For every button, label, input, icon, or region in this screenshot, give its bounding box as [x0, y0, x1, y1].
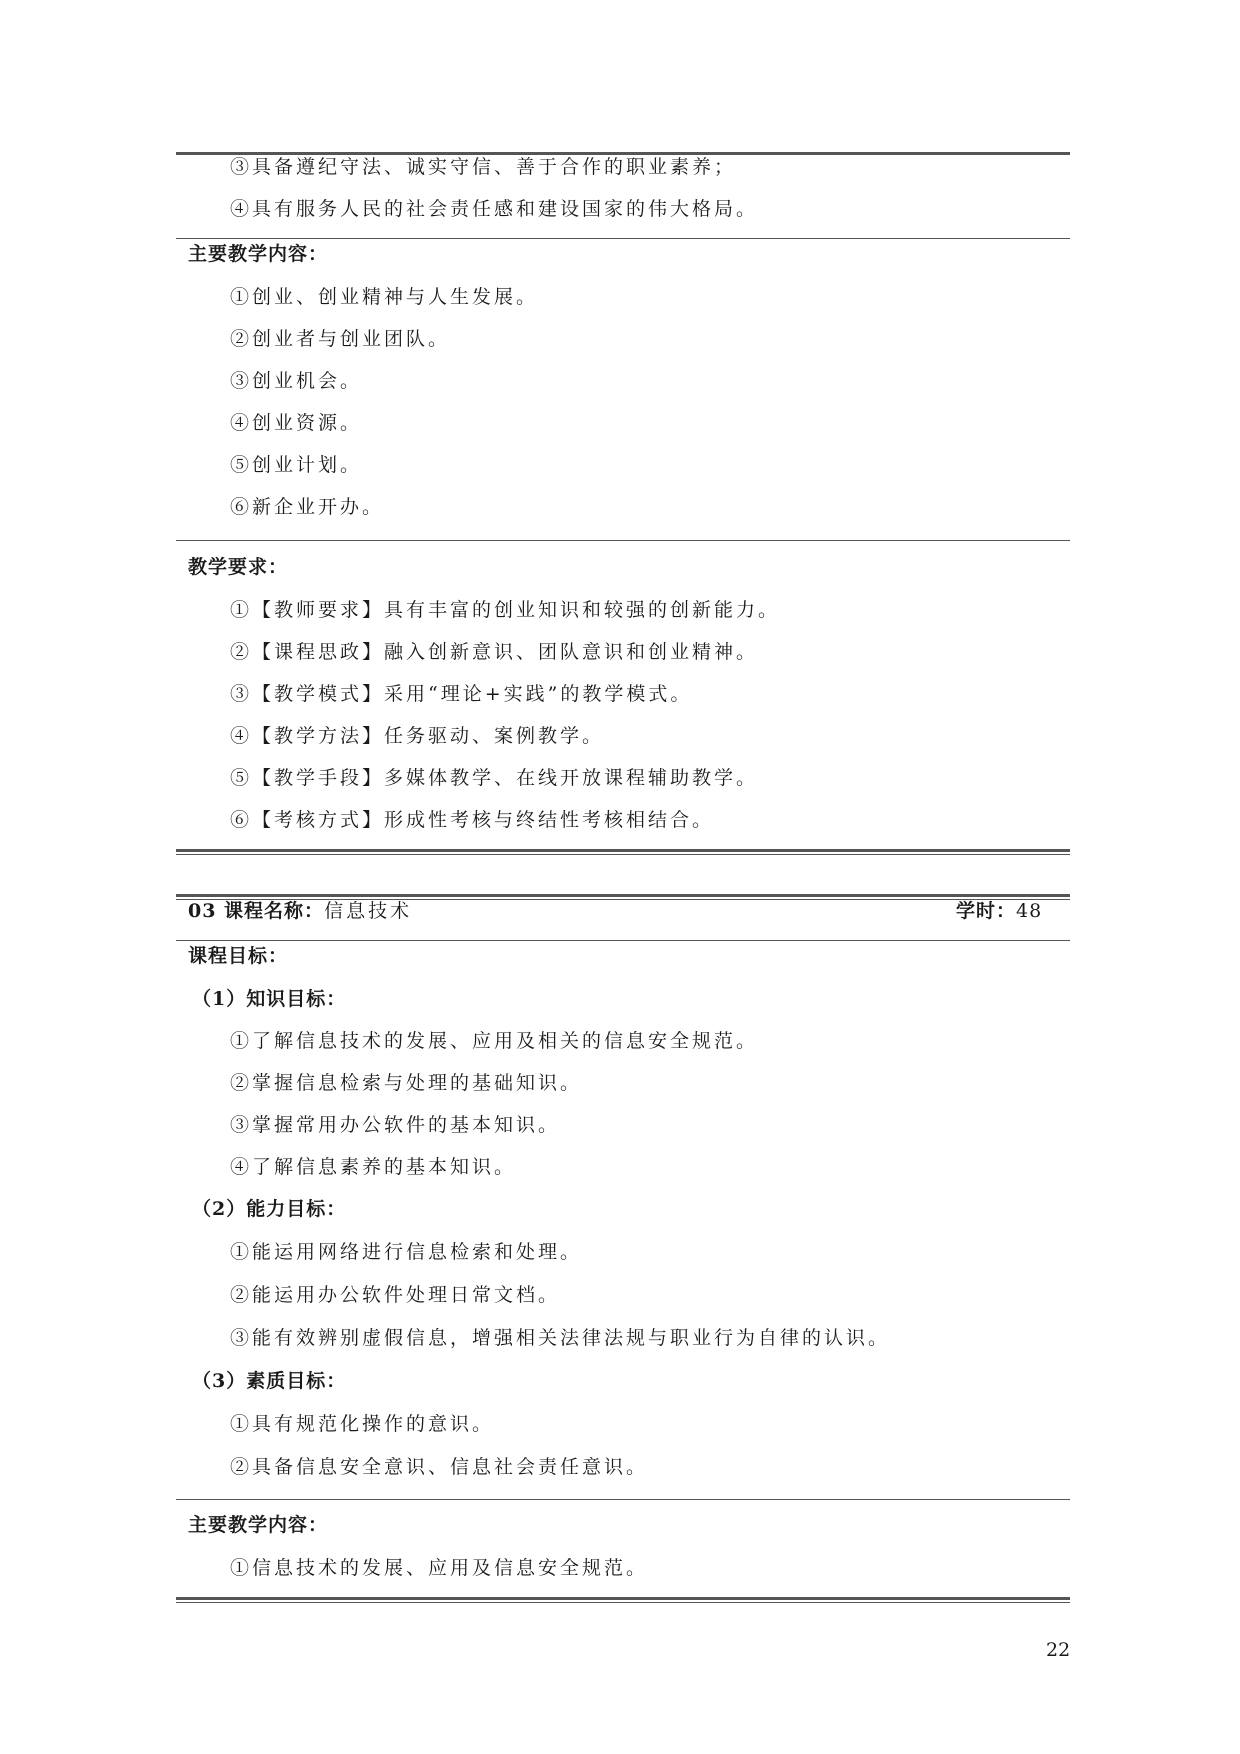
list-item: ⑥【考核方式】形成性考核与终结性考核相结合。: [230, 809, 715, 831]
list-item: ②具备信息安全意识、信息社会责任意识。: [230, 1456, 649, 1478]
list-item: ①具有规范化操作的意识。: [230, 1413, 495, 1435]
list-item: ④了解信息素养的基本知识。: [230, 1156, 517, 1178]
table-rule: [176, 854, 1070, 855]
table-rule: [176, 894, 1070, 897]
table-rule: [176, 1597, 1070, 1600]
list-item: ③掌握常用办公软件的基本知识。: [230, 1114, 561, 1136]
table-rule: [176, 940, 1070, 941]
list-item: ④创业资源。: [230, 412, 363, 434]
course-title: [188, 899, 412, 923]
table-rule: [176, 1602, 1070, 1603]
list-item: ④具有服务人民的社会责任感和建设国家的伟大格局。: [230, 198, 759, 220]
course-name: 信息技术: [324, 900, 413, 922]
subsection-label: （1）知识目标：: [192, 988, 347, 1010]
hours-label: 学时：: [956, 900, 1017, 922]
list-item: ③【教学模式】采用“理论+实践”的教学模式。: [230, 683, 693, 705]
course-name-label: 03 课程名称：: [188, 900, 325, 922]
section-label: 主要教学内容：: [188, 243, 329, 265]
list-item: ③创业机会。: [230, 370, 363, 392]
list-item: ⑥新企业开办。: [230, 496, 385, 518]
list-item: ①【教师要求】具有丰富的创业知识和较强的创新能力。: [230, 599, 781, 621]
subsection-label: （3）素质目标：: [192, 1370, 347, 1392]
section-label: 课程目标：: [188, 945, 289, 967]
subsection-label: （2）能力目标：: [192, 1198, 347, 1220]
section-label: 主要教学内容：: [188, 1514, 329, 1536]
list-item: ①能运用网络进行信息检索和处理。: [230, 1241, 583, 1263]
list-item: ⑤【教学手段】多媒体教学、在线开放课程辅助教学。: [230, 767, 759, 789]
list-item: ①创业、创业精神与人生发展。: [230, 286, 539, 308]
table-rule: [176, 238, 1070, 239]
list-item: ②【课程思政】融入创新意识、团队意识和创业精神。: [230, 641, 759, 663]
list-item: ③具备遵纪守法、诚实守信、善于合作的职业素养；: [230, 156, 737, 178]
list-item: ④【教学方法】任务驱动、案例教学。: [230, 725, 605, 747]
list-item: ②掌握信息检索与处理的基础知识。: [230, 1072, 583, 1094]
section-label: 教学要求：: [188, 556, 289, 578]
list-item: ③能有效辨别虚假信息，增强相关法律法规与职业行为自律的认识。: [230, 1327, 891, 1349]
list-item: ⑤创业计划。: [230, 454, 363, 476]
list-item: ①信息技术的发展、应用及信息安全规范。: [230, 1557, 649, 1579]
table-rule: [176, 1499, 1070, 1500]
list-item: ②能运用办公软件处理日常文档。: [230, 1284, 561, 1306]
list-item: ②创业者与创业团队。: [230, 328, 451, 350]
hours-value: 48: [1016, 900, 1043, 922]
page-number: 22: [1046, 1639, 1071, 1661]
table-rule: [176, 540, 1070, 541]
table-rule: [176, 849, 1070, 852]
course-hours: [956, 899, 1042, 923]
list-item: ①了解信息技术的发展、应用及相关的信息安全规范。: [230, 1030, 759, 1052]
